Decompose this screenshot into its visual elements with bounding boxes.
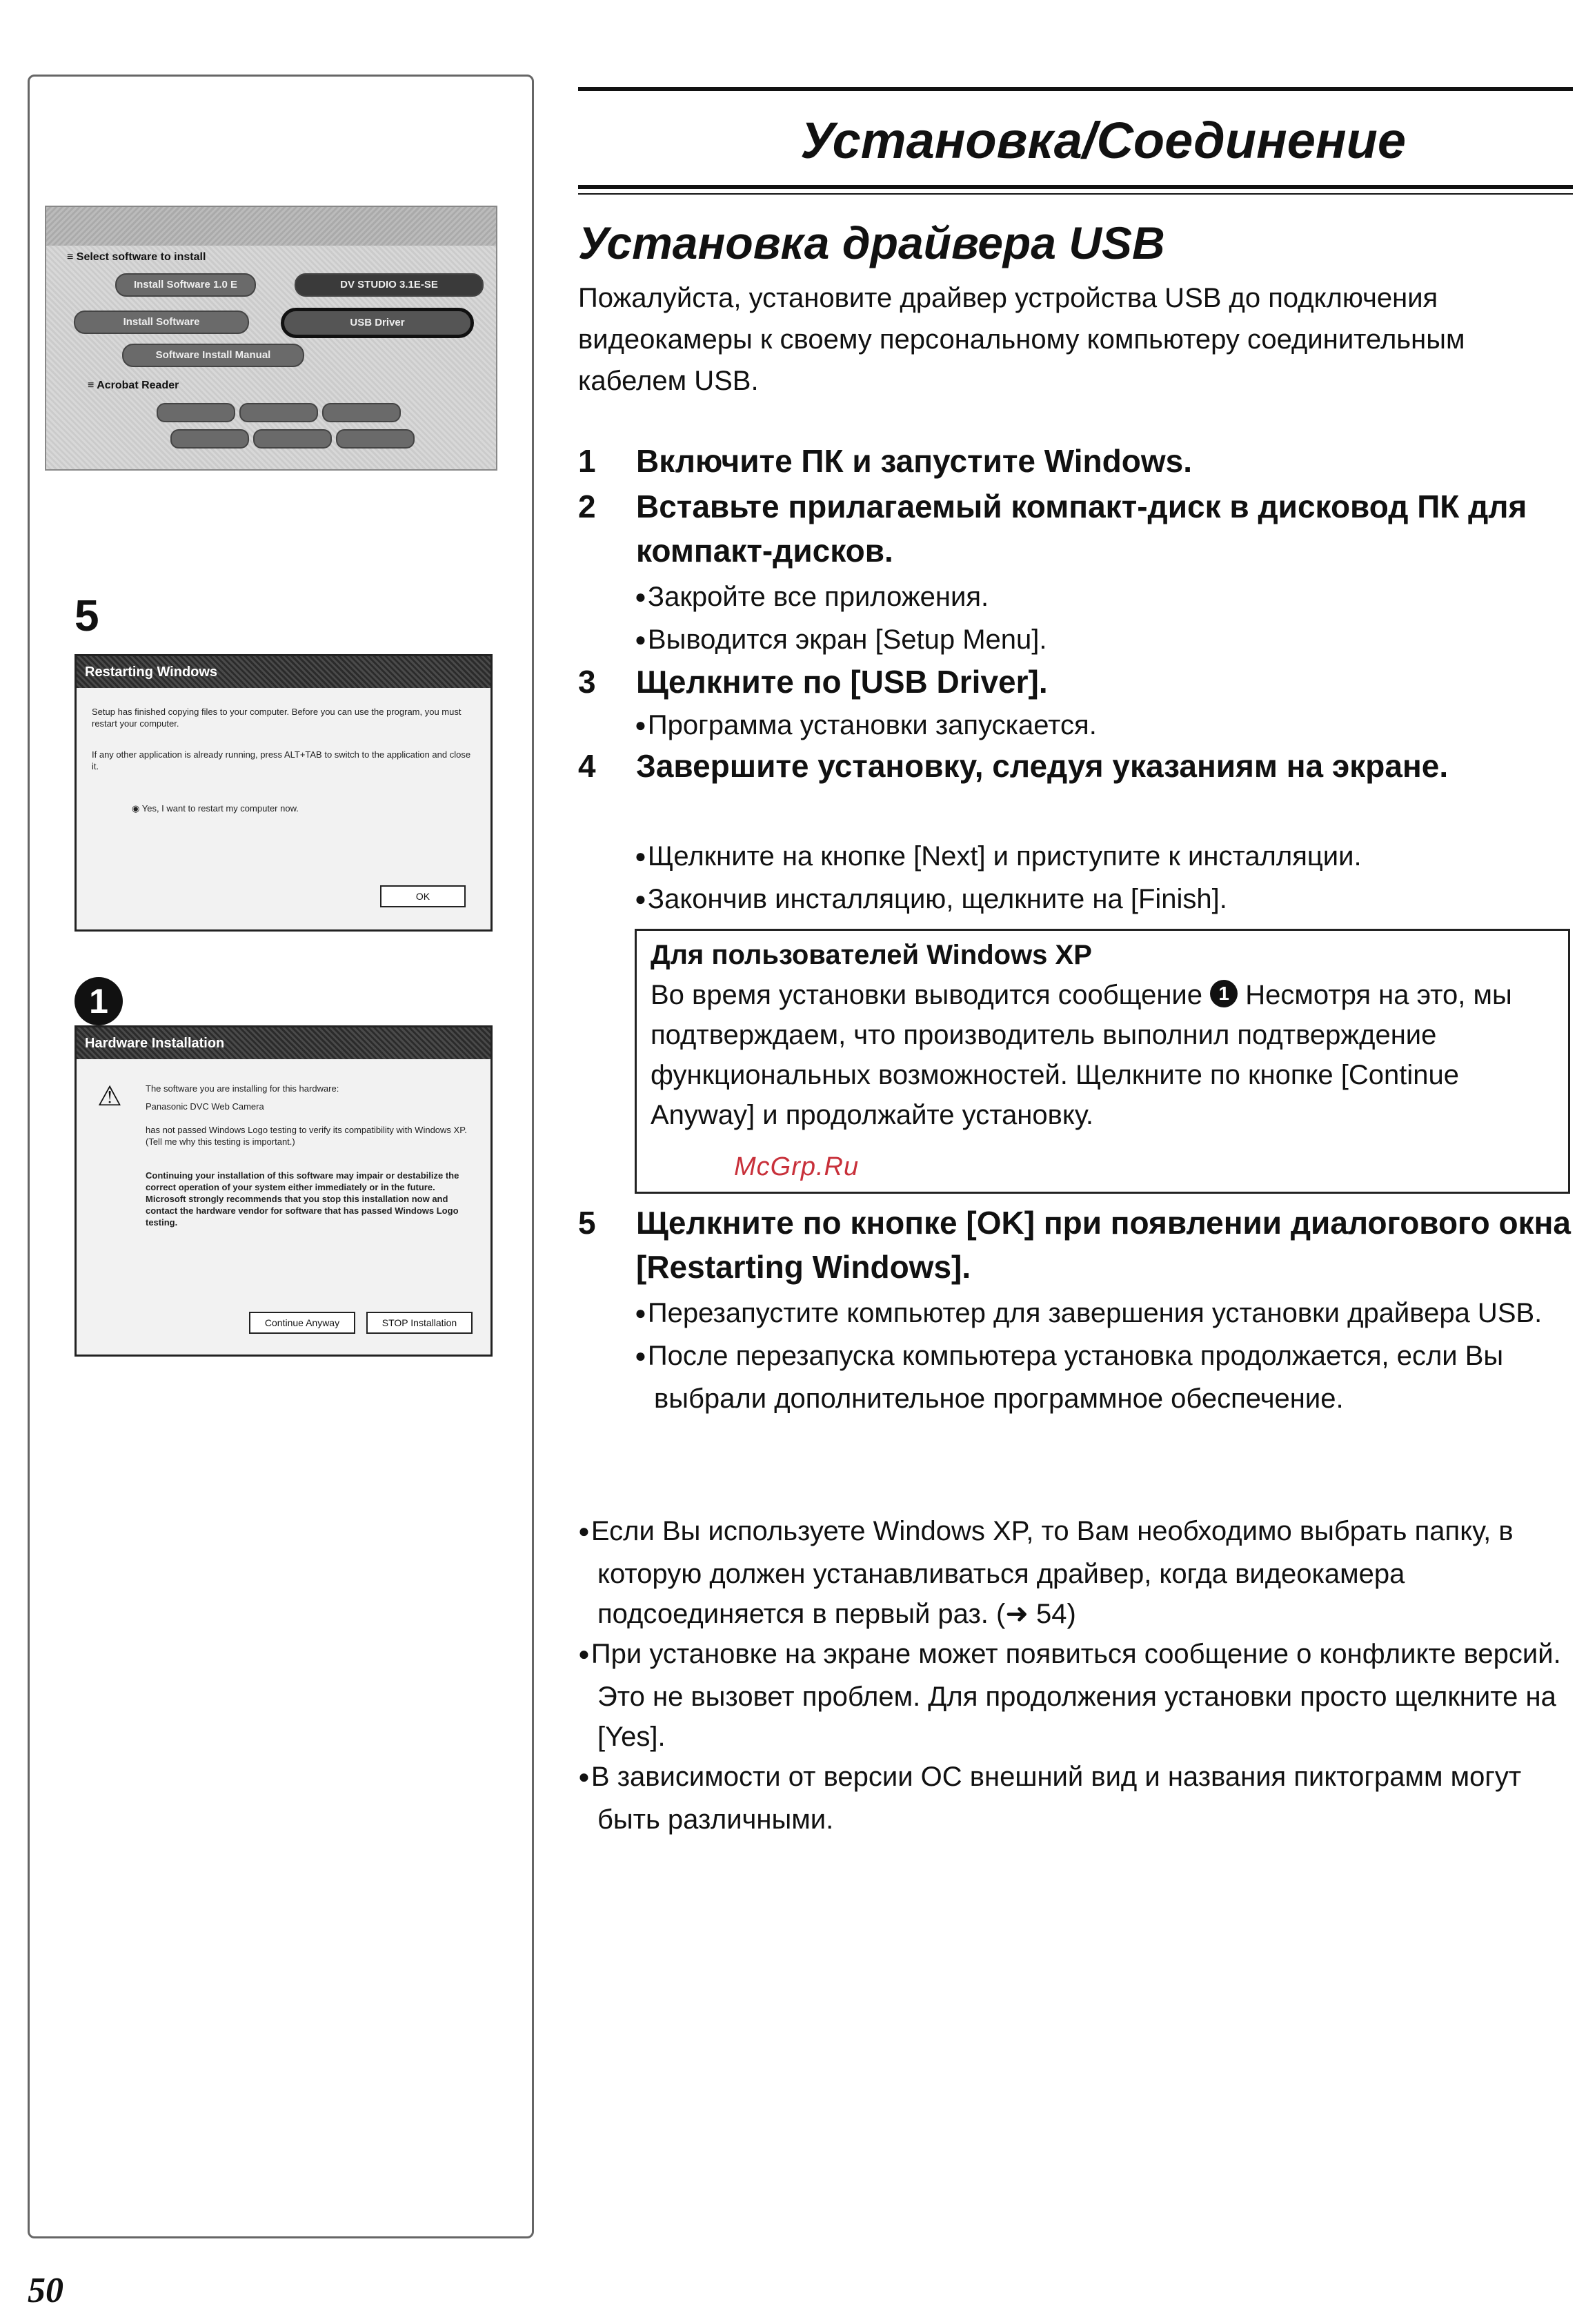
hardware-installation-dialog — [75, 1025, 493, 1357]
restart-dialog-text1: Setup has finished copying files to your computer. Before you can use the program, you must restart your computer. — [92, 707, 462, 729]
step-text: Включите ПК и запустите Windows. — [636, 443, 1192, 479]
step-number: 4 — [578, 748, 596, 784]
step-text: Щелкните по кнопке [OK] при появлении диалогового окна [Restarting Windows]. — [636, 1205, 1571, 1285]
setup-btn-dv-studio[interactable]: DV STUDIO 3.1E-SE — [295, 273, 484, 297]
circle-1-icon: 1 — [1210, 980, 1238, 1007]
setup-btn-install[interactable]: Install Software — [74, 311, 249, 334]
ok-button[interactable]: OK — [380, 885, 466, 907]
bullet-item: ● Выводится экран [Setup Menu]. — [635, 620, 1573, 662]
setup-btn-usb-driver[interactable]: USB Driver — [281, 308, 474, 338]
bullet-item: ● Щелкните на кнопке [Next] и приступите к инсталляции. — [635, 836, 1573, 879]
step-2-bullets — [635, 577, 1573, 662]
footnotes — [578, 1511, 1571, 1840]
step-number: 3 — [578, 664, 596, 700]
warning-icon: ⚠ — [97, 1081, 122, 1112]
setup-menu-screenshot — [45, 206, 497, 471]
setup-section-software: ≡ Select software to install — [67, 251, 206, 263]
setup-small-btn[interactable] — [322, 403, 401, 422]
step-text: Вставьте прилагаемый компакт-диск в дисковод ПК для компакт-дисков. — [636, 489, 1527, 569]
step-5 — [578, 1201, 1571, 1289]
setup-small-btn[interactable] — [170, 429, 249, 449]
footnote-item: ● В зависимости от версии ОС внешний вид и названия пиктограмм могут быть различными. — [578, 1757, 1571, 1840]
footnote-item: ● При установке на экране может появиться сообщение о конфликте версий. Это не вызовет проблем. Для продолжения установки просто щелкните на [Yes]. — [578, 1634, 1571, 1757]
setup-menu-banner — [46, 207, 496, 246]
step-4-bullets — [635, 836, 1573, 922]
step-number: 2 — [578, 489, 596, 524]
section-title: Установка драйвера USB — [578, 217, 1165, 268]
footnote-item: ● Если Вы используете Windows XP, то Вам необходимо выбрать папку, в которую должен устанавливаться драйвер, когда видеокамера подсоединяется в первый раз. (➜ 54) — [578, 1511, 1571, 1634]
note-text-after: Несмотря на это, мы подтверждаем, что производитель выполнил подтверждение функциональных возможностей. Щелкните по кнопке [Continue Anyway] и продолжайте установку. — [651, 980, 1512, 1130]
step-3 — [578, 660, 1571, 704]
restarting-windows-dialog — [75, 654, 493, 932]
restart-radio-option[interactable] — [132, 802, 475, 814]
setup-btn-install-software[interactable]: Install Software 1.0 E — [115, 273, 256, 297]
note-text — [651, 975, 1561, 1135]
step-number: 5 — [578, 1205, 596, 1241]
radio-selected-icon[interactable]: ◉ — [132, 803, 142, 814]
watermark: McGrp.Ru — [734, 1152, 860, 1181]
hw-dialog-text1: The software you are installing for this hardware: — [146, 1083, 339, 1094]
note-text-before: Во время установки выводится сообщение — [651, 980, 1202, 1010]
continue-anyway-button[interactable]: Continue Anyway — [249, 1312, 355, 1334]
step-4 — [578, 744, 1571, 788]
setup-small-btn[interactable] — [336, 429, 415, 449]
page-number: 50 — [28, 2271, 63, 2310]
step-2 — [578, 484, 1571, 573]
page-header-title: Установка/Соединение — [800, 112, 1406, 169]
section-intro: Пожалуйста, установите драйвер устройства USB до подключения видеокамеры к своему персональному компьютеру соединительным кабелем USB. — [578, 283, 1465, 396]
restart-dialog-text2: If any other application is already running, press ALT+TAB to switch to the application and close it. — [92, 749, 471, 771]
step-text: Щелкните по [USB Driver]. — [636, 664, 1048, 700]
restart-dialog-title: Restarting Windows — [77, 656, 490, 688]
figure-label-5: 5 — [75, 591, 99, 640]
bullet-item: ● Программа установки запускается. — [635, 705, 1573, 748]
hw-dialog-device: Panasonic DVC Web Camera — [146, 1101, 264, 1112]
note-title: Для пользователей Windows XP — [651, 940, 1092, 970]
setup-small-btn[interactable] — [239, 403, 318, 422]
setup-btn-manual[interactable]: Software Install Manual — [122, 344, 304, 367]
setup-small-btn[interactable] — [157, 403, 235, 422]
step-3-bullets — [635, 705, 1573, 748]
hw-dialog-text2: has not passed Windows Logo testing to verify its compatibility with Windows XP. (Tell me why this testing is important.) — [146, 1125, 467, 1147]
bullet-item: ● Закончив инсталляцию, щелкните на [Finish]. — [635, 879, 1573, 922]
setup-section-acrobat: ≡ Acrobat Reader — [88, 380, 179, 391]
bullet-item: ● Закройте все приложения. — [635, 577, 1573, 620]
header-bottom-rule — [578, 185, 1573, 189]
step-text: Завершите установку, следуя указаниям на экране. — [636, 748, 1449, 784]
step-1 — [578, 439, 1571, 483]
bullet-item: ● Перезапустите компьютер для завершения установки драйвера USB. — [635, 1293, 1573, 1336]
header-bottom-rule-thin — [578, 193, 1573, 195]
step-number: 1 — [578, 443, 596, 479]
figure-label-1: 1 — [75, 977, 123, 1025]
bullet-item: ● После перезапуска компьютера установка продолжается, если Вы выбрали дополнительное программное обеспечение. — [635, 1336, 1573, 1419]
restart-radio-label: Yes, I want to restart my computer now. — [141, 803, 299, 814]
stop-installation-button[interactable]: STOP Installation — [366, 1312, 473, 1334]
setup-small-btn[interactable] — [253, 429, 332, 449]
hw-dialog-warning: Continuing your installation of this software may impair or destabilize the correct operation of your system either immediately or in the future. Microsoft strongly recommends that you stop this installation now and contact the hardware vendor for software that has passed Windows Logo testing. — [146, 1170, 459, 1228]
header-top-rule — [578, 87, 1573, 91]
hw-dialog-title: Hardware Installation — [77, 1027, 490, 1059]
step-5-bullets — [635, 1293, 1573, 1419]
